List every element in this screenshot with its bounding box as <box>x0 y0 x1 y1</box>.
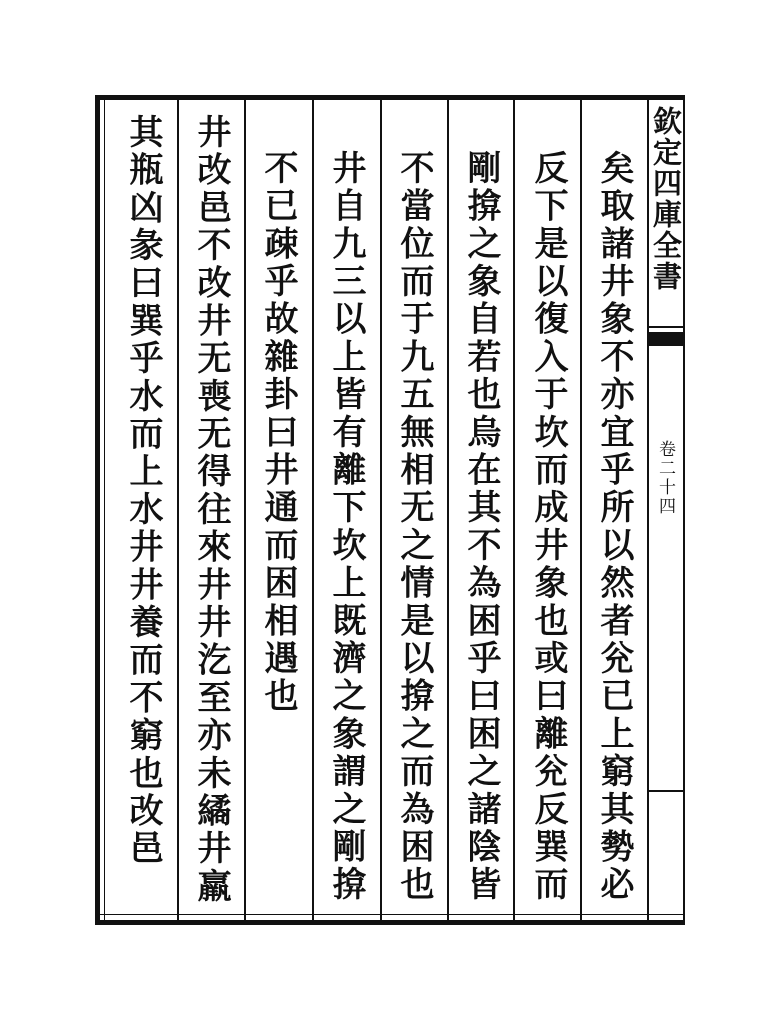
text-column-3: 剛揜之象自若也烏在其不為困乎曰困之諸陰皆 <box>461 150 501 904</box>
text-column-5: 井自九三以上皆有離下坎上既濟之象謂之剛揜 <box>326 150 366 904</box>
column-divider <box>513 100 515 920</box>
text-column-7: 井改邑不改井无喪无得往來井井汔至亦未繘井羸 <box>191 114 231 906</box>
frame-bottom-inner-line <box>100 914 685 915</box>
column-divider <box>312 100 314 920</box>
column-divider <box>580 100 582 920</box>
text-column-2: 反下是以復入于坎而成井象也或曰離兊反巽而 <box>528 150 568 904</box>
column-divider <box>380 100 382 920</box>
frame-right-edge <box>683 95 685 925</box>
margin-divider <box>649 790 683 792</box>
text-column-8: 其瓶凶彖曰巽乎水而上水井井養而不窮也改邑 <box>123 114 163 868</box>
volume-label: 卷二十四 <box>655 440 675 516</box>
column-divider <box>177 100 179 920</box>
frame-left-inner-line <box>104 100 105 920</box>
column-divider <box>447 100 449 920</box>
margin-divider <box>649 326 683 328</box>
frame-top-border <box>95 95 685 100</box>
text-column-1: 矣取諸井象不亦宜乎所以然者兊已上窮其勢必 <box>594 150 634 904</box>
column-divider <box>244 100 246 920</box>
frame-left-border <box>95 95 100 925</box>
text-column-4: 不當位而于九五無相无之情是以揜之而為困也 <box>394 150 434 904</box>
book-title: 欽定四庫全書 <box>649 106 683 292</box>
text-column-6: 不已疎乎故雜卦曰井通而困相遇也 <box>258 150 298 716</box>
fishtail-mark <box>649 332 683 346</box>
frame-bottom-border <box>95 920 685 925</box>
